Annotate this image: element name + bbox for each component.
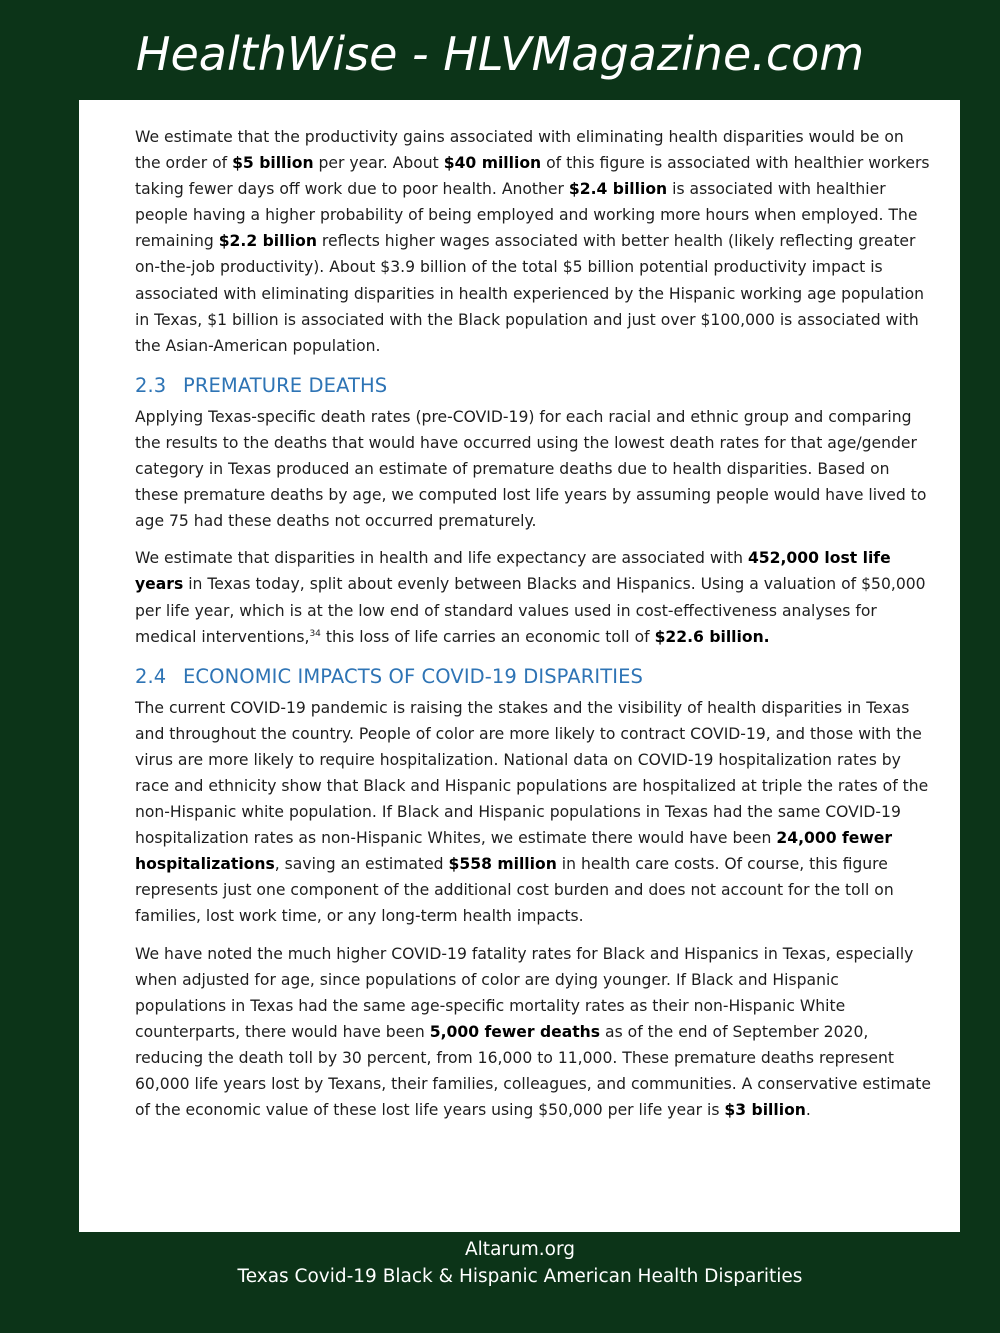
paragraph-lost-life-years: We estimate that disparities in health and life expectancy are associated with 452,000 lost life years in Texas today, split about evenly between Blacks and Hispanics. Using a valuation of $50,000 per life year, which is at the low end of standard values used in cost-effectiveness analyses for medical interventions,$^{34}$ this loss of life carries an economic toll of $22.6 billion. [135, 549, 926, 646]
bold-figure: $22.6 billion. [654, 627, 770, 646]
bold-figure: $2.4 billion [568, 180, 668, 199]
bold-figure: 5,000 fewer deaths [429, 1022, 601, 1041]
document-page [79, 100, 960, 1232]
bold-figure: $558 million [448, 855, 557, 874]
bold-figure: 452,000 lost life years [135, 549, 891, 594]
banner-title: HealthWise - HLVMagazine.com [135, 27, 865, 81]
bold-figure: 24,000 fewer hospitalizations [135, 829, 893, 874]
section-number: 2.3 [135, 373, 167, 397]
section-title: PREMATURE DEATHS [183, 373, 388, 397]
section-number: 2.4 [135, 664, 167, 688]
section-title: ECONOMIC IMPACTS OF COVID-19 DISPARITIES [183, 664, 643, 688]
footer-source: Altarum.org [465, 1239, 575, 1260]
bold-figure: $2.2 billion [218, 232, 317, 251]
paragraph-covid-fatalities: We have noted the much higher COVID-19 fatality rates for Black and Hispanics in Texas, especially when adjusted for age, since populations of color are dying younger. If Black and Hispanic populations in Texas had the same age-specific mortality rates as their non-Hispanic White counterparts, there would have been 5,000 fewer deaths as of the end of September 2020, reducing the death toll by 30 percent, from 16,000 to 11,000. These premature deaths represent 60,000 life years lost by Texans, their families, colleagues, and communities. A conservative estimate of the economic value of these lost life years using $50,000 per life year is $3 billion. [135, 944, 931, 1120]
paragraph-productivity-gains: We estimate that the productivity gains associated with eliminating health disparities would be on the order of $5 billion per year. About $40 million of this figure is associated with healthier workers taking fewer days off work due to poor health. Another $2.4 billion is associated with healthier people having a higher probability of being employed and working more hours when employed. The remaining $2.2 billion reflects higher wages associated with better health (likely reflecting greater on-the-job productivity). About $3.9 billion of the total $5 billion potential productivity impact is associated with eliminating disparities in health experienced by the Hispanic working age population in Texas, $1 billion is associated with the Black population and just over $100,000 is associated with the Asian-American population. [135, 128, 930, 355]
document-body [135, 124, 931, 1123]
footer [0, 1233, 1000, 1290]
bold-figure: $5 billion [232, 154, 314, 173]
bold-figure: $3 billion [724, 1101, 806, 1120]
footer-caption: Texas Covid-19 Black & Hispanic American Health Disparities [237, 1266, 803, 1287]
section-heading-premature-deaths [135, 373, 931, 399]
section-heading-covid-disparities [135, 664, 931, 690]
paragraph-death-rates: Applying Texas-specific death rates (pre-COVID-19) for each racial and ethnic group and comparing the results to the deaths that would have occurred using the lowest death rates for that age/gender category in Texas produced an estimate of premature deaths due to health disparities. Based on these premature deaths by age, we computed lost life years by assuming people would have lived to age 75 had these deaths not occurred prematurely. [135, 407, 927, 531]
bold-figure: $40 million [443, 154, 542, 173]
paragraph-covid-hospitalizations: The current COVID-19 pandemic is raising the stakes and the visibility of health disparities in Texas and throughout the country. People of color are more likely to contract COVID-19, and those with the virus are more likely to require hospitalization. National data on COVID-19 hospitalization rates by race and ethnicity show that Black and Hispanic populations are hospitalized at triple the rates of the non-Hispanic white population. If Black and Hispanic populations in Texas had the same COVID-19 hospitalization rates as non-Hispanic Whites, we estimate there would have been 24,000 fewer hospitalizations, saving an estimated $558 million in health care costs. Of course, this figure represents just one component of the additional cost burden and does not account for the toll on families, lost work time, or any long-term health impacts. [135, 698, 929, 926]
footnote-ref: 34 [309, 628, 321, 639]
